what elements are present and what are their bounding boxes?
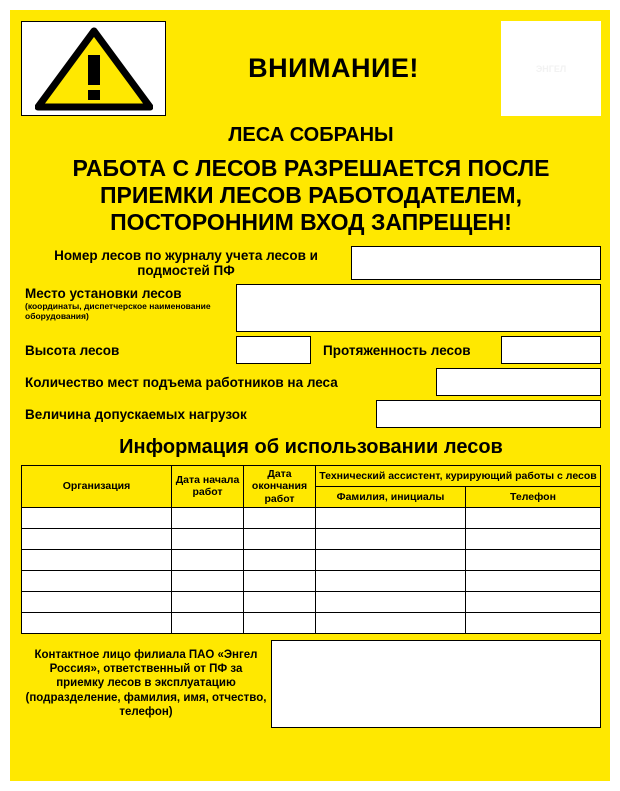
cell-organization[interactable] — [22, 549, 172, 570]
sign-header — [21, 21, 601, 116]
access-points-label: Количество мест подъема работников на леса — [25, 374, 338, 390]
load-input[interactable] — [376, 400, 601, 428]
scaffold-number-input[interactable] — [351, 246, 601, 280]
field-row-scaffold-number — [21, 246, 601, 280]
th-name: Фамилия, инициалы — [316, 486, 466, 507]
cell-phone[interactable] — [466, 570, 601, 591]
table-row — [22, 612, 601, 633]
contact-person-label: Контактное лицо филиала ПАО «Энгел Россия», ответственный от ПФ за приемку лесов в эксплуатацию (подразделение, фамилия, имя, отчество, телефон) — [25, 648, 267, 719]
length-input[interactable] — [501, 336, 601, 364]
main-statement: РАБОТА С ЛЕСОВ РАЗРЕШАЕТСЯ ПОСЛЕ ПРИЕМКИ ЛЕСОВ РАБОТОДАТЕЛЕМ, ПОСТОРОННИМ ВХОД ЗАПРЕЩЕН! — [72, 155, 550, 236]
contact-person-input[interactable] — [271, 640, 601, 728]
cell-start-date[interactable] — [172, 612, 244, 633]
cell-start-date[interactable] — [172, 507, 244, 528]
height-label: Высота лесов — [25, 342, 120, 358]
cell-start-date[interactable] — [172, 528, 244, 549]
location-sublabel: (координаты, диспетчерское наименование оборудования) — [25, 301, 211, 322]
cell-organization[interactable] — [22, 570, 172, 591]
cell-start-date[interactable] — [172, 549, 244, 570]
cell-phone[interactable] — [466, 507, 601, 528]
location-input[interactable] — [236, 284, 601, 332]
location-label-group — [21, 284, 236, 332]
cell-phone[interactable] — [466, 528, 601, 549]
length-label: Протяженность лесов — [323, 342, 471, 358]
field-row-load — [21, 400, 601, 428]
cell-start-date[interactable] — [172, 591, 244, 612]
cell-name[interactable] — [316, 612, 466, 633]
th-start-date: Дата начала работ — [172, 466, 244, 507]
th-organization: Организация — [22, 466, 172, 507]
th-end-date: Дата окончания работ — [244, 466, 316, 507]
th-assistant-group: Технический ассистент, курирующий работы с лесов — [316, 466, 601, 487]
cell-name[interactable] — [316, 528, 466, 549]
cell-organization[interactable] — [22, 507, 172, 528]
status-line: ЛЕСА СОБРАНЫ — [228, 124, 394, 146]
table-row — [22, 507, 601, 528]
cell-phone[interactable] — [466, 591, 601, 612]
cell-name[interactable] — [316, 507, 466, 528]
cell-organization[interactable] — [22, 612, 172, 633]
scaffold-number-label: Номер лесов по журналу учета лесов и подмостей ПФ — [54, 248, 318, 279]
cell-phone[interactable] — [466, 549, 601, 570]
cell-end-date[interactable] — [244, 570, 316, 591]
field-row-location — [21, 284, 601, 332]
access-points-input[interactable] — [436, 368, 601, 396]
load-label: Величина допускаемых нагрузок — [25, 406, 247, 422]
warning-triangle-icon — [35, 27, 153, 111]
field-row-access-points — [21, 368, 601, 396]
logo-text: ЭНГЕЛ — [535, 63, 567, 74]
page-title: ВНИМАНИЕ! — [248, 53, 419, 83]
height-input[interactable] — [236, 336, 311, 364]
company-logo — [501, 21, 601, 116]
cell-end-date[interactable] — [244, 549, 316, 570]
table-row — [22, 570, 601, 591]
table-row — [22, 549, 601, 570]
cell-end-date[interactable] — [244, 591, 316, 612]
cell-organization[interactable] — [22, 528, 172, 549]
table-row — [22, 528, 601, 549]
cell-end-date[interactable] — [244, 528, 316, 549]
warning-icon-box — [21, 21, 166, 116]
cell-end-date[interactable] — [244, 507, 316, 528]
contact-person-row — [21, 640, 601, 728]
usage-section-title: Информация об использовании лесов — [119, 436, 503, 459]
cell-phone[interactable] — [466, 612, 601, 633]
cell-organization[interactable] — [22, 591, 172, 612]
usage-table — [21, 465, 601, 633]
cell-name[interactable] — [316, 591, 466, 612]
field-row-height-length — [21, 336, 601, 364]
cell-end-date[interactable] — [244, 612, 316, 633]
th-phone: Телефон — [466, 486, 601, 507]
cell-start-date[interactable] — [172, 570, 244, 591]
table-row — [22, 591, 601, 612]
location-label: Место установки лесов — [25, 286, 182, 302]
safety-sign — [10, 10, 610, 781]
table-header-row-1 — [22, 466, 601, 487]
cell-name[interactable] — [316, 549, 466, 570]
cell-name[interactable] — [316, 570, 466, 591]
